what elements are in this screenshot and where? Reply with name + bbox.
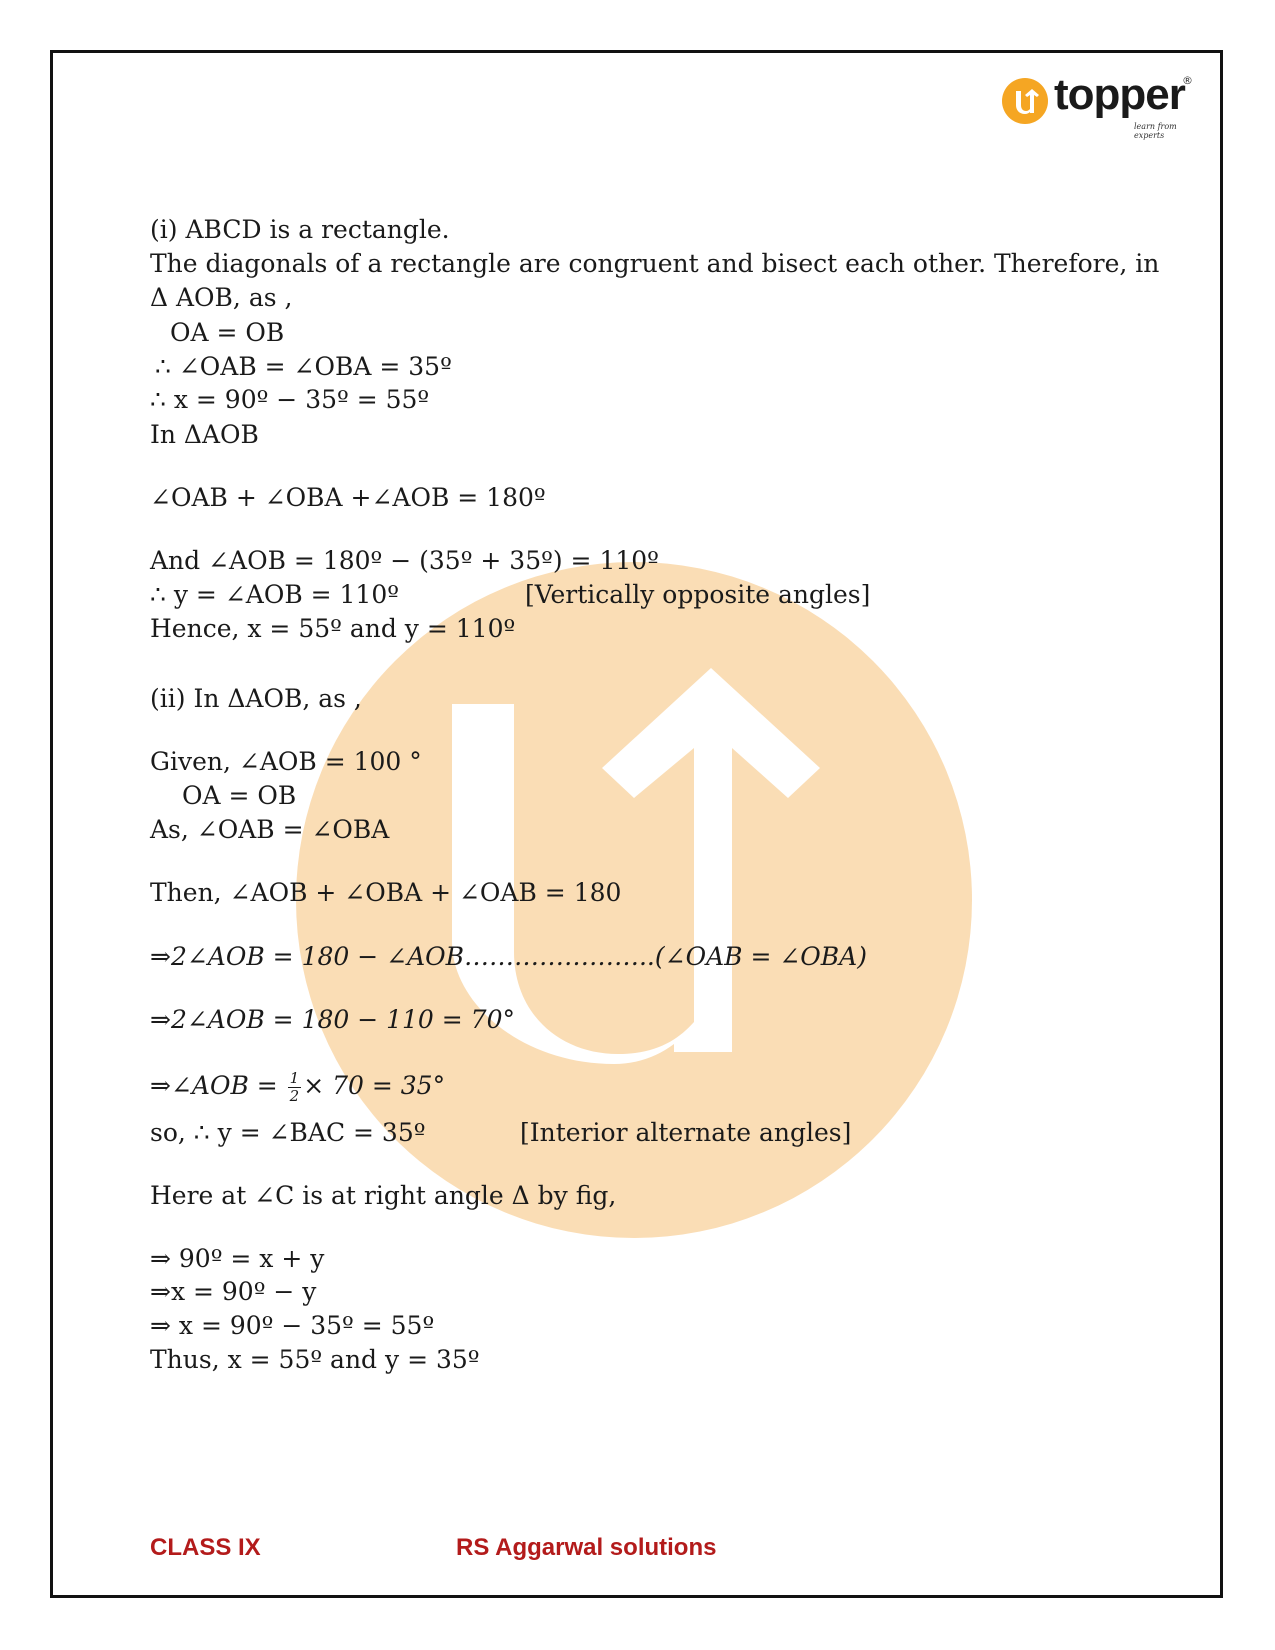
fraction-suffix: × 70 = 35° xyxy=(303,1071,446,1100)
logo-registered-mark: ® xyxy=(1182,74,1193,87)
footer-book-label: RS Aggarwal solutions xyxy=(456,1534,717,1561)
note-vertically-opposite: [Vertically opposite angles] xyxy=(525,580,871,609)
text-line: (i) ABCD is a rectangle. xyxy=(150,215,450,244)
text-line: Then, ∠AOB + ∠OBA + ∠OAB = 180 xyxy=(150,878,622,907)
footer-class-label: CLASS IX xyxy=(150,1534,261,1561)
text-line: so, ∴ y = ∠BAC = 35º xyxy=(150,1118,426,1147)
text-line: (ii) In ΔAOB, as , xyxy=(150,684,362,713)
text-line: ⇒2∠AOB = 180 − 110 = 70° xyxy=(150,1005,515,1034)
text-line: ⇒ 90º = x + y xyxy=(150,1244,325,1273)
text-line: ∴ x = 90º − 35º = 55º xyxy=(150,385,430,414)
fraction-line xyxy=(150,1070,445,1105)
fraction-numerator: 1 xyxy=(289,1069,300,1087)
fraction xyxy=(288,1070,302,1105)
logo-u-icon xyxy=(1002,78,1048,124)
text-line: Thus, x = 55º and y = 35º xyxy=(150,1345,480,1374)
text-line: ⇒x = 90º − y xyxy=(150,1277,317,1306)
text-line: ⇒ x = 90º − 35º = 55º xyxy=(150,1311,435,1340)
fraction-denominator: 2 xyxy=(289,1087,300,1105)
note-interior-alternate: [Interior alternate angles] xyxy=(520,1118,852,1147)
logo-tagline: learn from experts xyxy=(1134,122,1177,140)
text-line: OA = OB xyxy=(182,781,297,810)
text-line: ∠OAB + ∠OBA +∠AOB = 180º xyxy=(150,483,546,512)
text-line: The diagonals of a rectangle are congruent and bisect each other. Therefore, in xyxy=(150,249,1160,278)
text-line: Here at ∠C is at right angle Δ by fig, xyxy=(150,1181,617,1210)
fraction-prefix: ⇒∠AOB = xyxy=(150,1071,286,1100)
text-line: Δ AOB, as , xyxy=(150,283,293,312)
logo-brand-text: topper xyxy=(1054,70,1185,119)
text-line: ⇒2∠AOB = 180 − ∠AOB…………………..(∠OAB = ∠OBA) xyxy=(150,942,867,971)
text-line: As, ∠OAB = ∠OBA xyxy=(150,815,390,844)
text-line: And ∠AOB = 180º − (35º + 35º) = 110º xyxy=(150,546,659,575)
text-line: Hence, x = 55º and y = 110º xyxy=(150,614,516,643)
text-line: In ΔAOB xyxy=(150,420,259,449)
utopper-logo xyxy=(1002,70,1202,140)
text-line: Given, ∠AOB = 100 ° xyxy=(150,747,422,776)
text-line: ∴ ∠OAB = ∠OBA = 35º xyxy=(155,352,452,381)
text-line: OA = OB xyxy=(170,318,285,347)
text-line: ∴ y = ∠AOB = 110º xyxy=(150,580,399,609)
